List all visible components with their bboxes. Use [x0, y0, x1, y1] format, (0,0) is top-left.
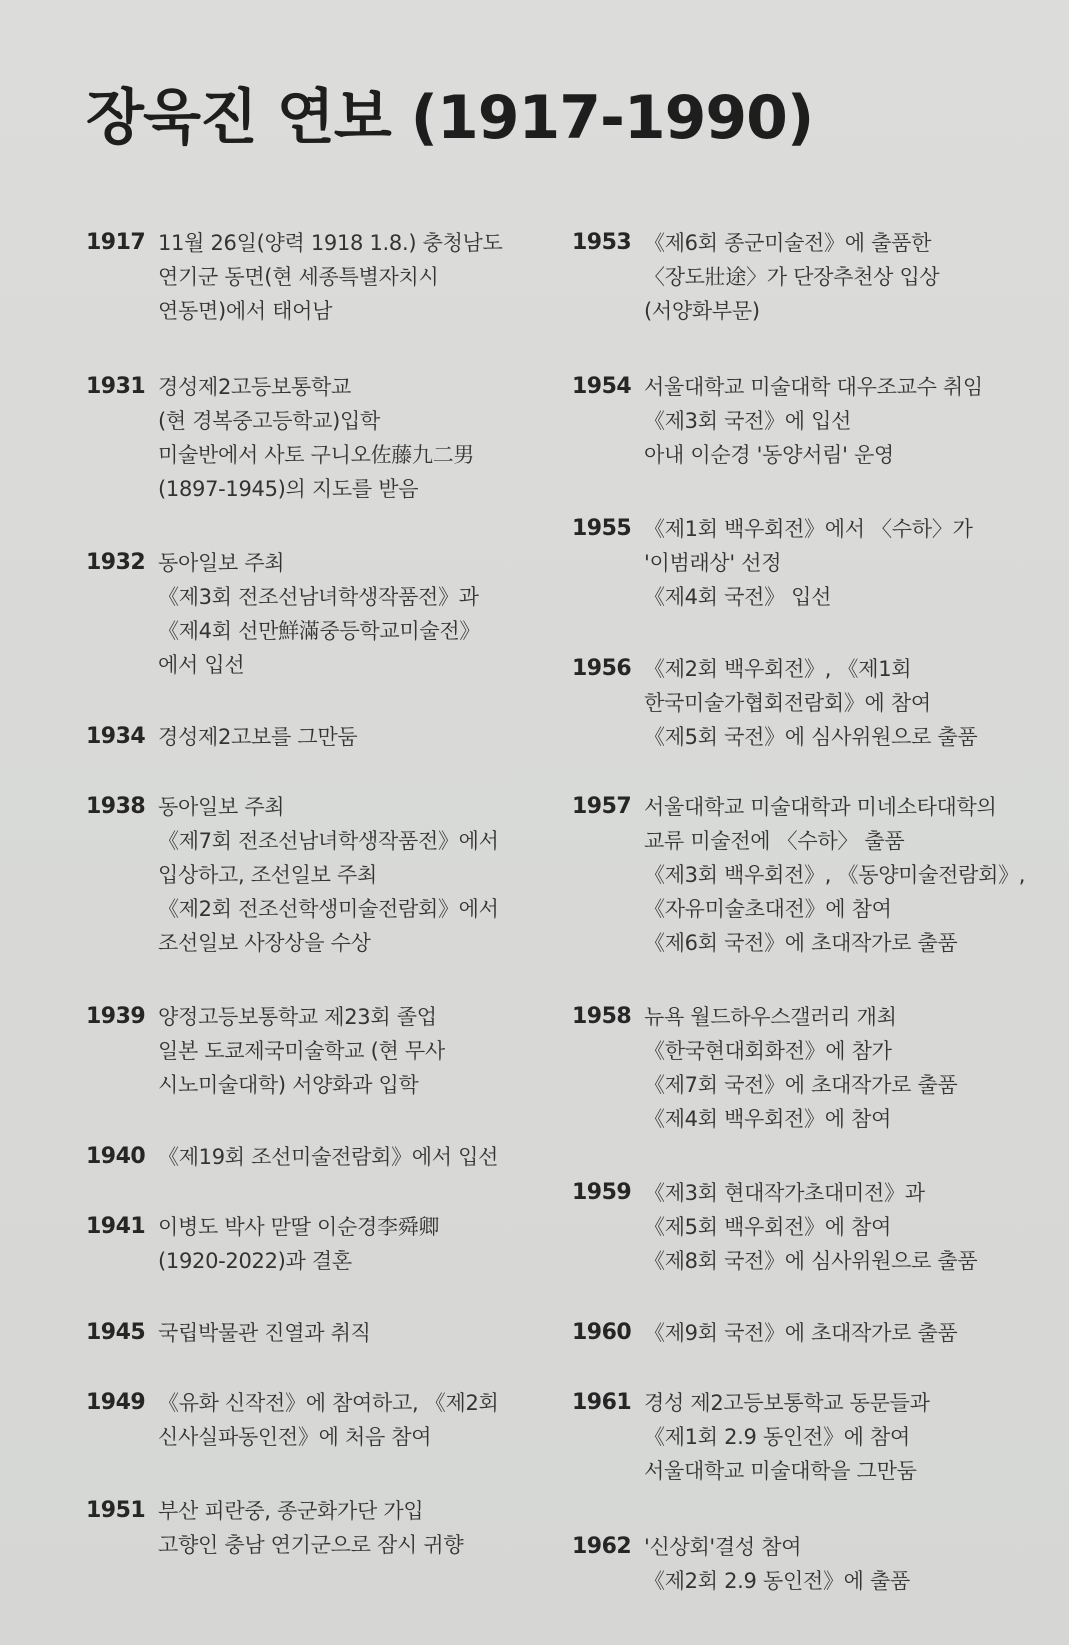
entry-line: 《제8회 국전》에 심사위원으로 출품	[644, 1249, 978, 1273]
entry-line: 조선일보 사장상을 수상	[158, 931, 371, 955]
entry-line: 경성 제2고등보통학교 동문들과	[644, 1391, 930, 1415]
entry-line: (현 경복중고등학교)입학	[158, 409, 381, 433]
entry-text	[158, 720, 357, 754]
entry-year: 1953	[572, 230, 632, 255]
entry-line: 경성제2고보를 그만둠	[158, 725, 358, 749]
entry-line: 연동면)에서 태어남	[158, 299, 333, 323]
entry-year: 1954	[572, 374, 632, 399]
entry-year: 1932	[86, 550, 146, 575]
entry-line: 서울대학교 미술대학과 미네소타대학의	[644, 795, 997, 819]
entry-line: 입상하고, 조선일보 주최	[158, 863, 377, 887]
entry-text	[644, 1316, 957, 1350]
entry-line: 《제6회 종군미술전》에 출품한	[644, 231, 932, 255]
entry-line: 《제2회 전조선학생미술전람회》에서	[158, 897, 499, 921]
entry-text	[158, 1140, 498, 1174]
entry-line: 동아일보 주최	[158, 795, 285, 819]
entry-text	[644, 1000, 957, 1136]
entry-text	[158, 1210, 439, 1278]
entry-line: 《제2회 백우회전》, 《제1회	[644, 657, 912, 681]
entry-text	[158, 1316, 371, 1350]
entry-line: 《제7회 국전》에 초대작가로 출품	[644, 1073, 958, 1097]
page-title: 장욱진 연보 (1917-1990)	[86, 83, 814, 153]
entry-line: 《한국현대회화전》에 참가	[644, 1039, 892, 1063]
entry-line: 서울대학교 미술대학을 그만둠	[644, 1459, 917, 1483]
entry-line: 《제6회 국전》에 초대작가로 출품	[644, 931, 958, 955]
entry-line: 부산 피란중, 종군화가단 가입	[158, 1499, 424, 1523]
entry-year: 1939	[86, 1004, 146, 1029]
entry-line: 일본 도쿄제국미술학교 (현 무사	[158, 1039, 445, 1063]
entry-year: 1962	[572, 1534, 632, 1559]
entry-text	[158, 1494, 463, 1562]
entry-line: 《제7회 전조선남녀학생작품전》에서	[158, 829, 499, 853]
entry-year: 1931	[86, 374, 146, 399]
entry-line: 《제9회 국전》에 초대작가로 출품	[644, 1321, 958, 1345]
entry-line: 뉴욕 월드하우스갤러리 개최	[644, 1005, 897, 1029]
timeline-entry	[86, 790, 499, 960]
entry-line: '이범래상' 선정	[644, 551, 782, 575]
entry-year: 1945	[86, 1320, 146, 1345]
entry-year: 1938	[86, 794, 146, 819]
entry-text	[644, 370, 983, 472]
timeline-entry	[572, 1316, 957, 1350]
entry-text	[158, 370, 474, 506]
timeline-entry	[572, 512, 972, 614]
entry-text	[158, 1386, 499, 1454]
entry-line: 《제5회 백우회전》에 참여	[644, 1215, 892, 1239]
entry-line: 《제5회 국전》에 심사위원으로 출품	[644, 725, 978, 749]
entry-line: 《제4회 선만鮮滿중등학교미술전》	[158, 619, 481, 643]
entry-line: 시노미술대학) 서양화과 입학	[158, 1073, 419, 1097]
entry-line: 《자유미술초대전》에 참여	[644, 897, 892, 921]
entry-line: 《제2회 2.9 동인전》에 출품	[644, 1569, 910, 1593]
entry-year: 1956	[572, 656, 632, 681]
timeline-entry	[572, 226, 939, 328]
entry-line: 《제4회 국전》 입선	[644, 585, 832, 609]
timeline-entry	[86, 720, 357, 754]
timeline-entry	[572, 1530, 910, 1598]
timeline-entry	[86, 1494, 463, 1562]
entry-line: 교류 미술전에 〈수하〉 출품	[644, 829, 905, 853]
entry-line: 《제3회 백우회전》, 《동양미술전람회》,	[644, 863, 1026, 887]
timeline-entry	[86, 1210, 439, 1278]
entry-line: 한국미술가협회전람회》에 참여	[644, 691, 931, 715]
entry-year: 1958	[572, 1004, 632, 1029]
entry-year: 1941	[86, 1214, 146, 1239]
entry-year: 1961	[572, 1390, 632, 1415]
timeline-entry	[572, 790, 1025, 960]
entry-line: 〈장도壯途〉가 단장추천상 입상	[644, 265, 940, 289]
entry-line: 동아일보 주최	[158, 551, 285, 575]
entry-line: 《유화 신작전》에 참여하고, 《제2회	[158, 1391, 499, 1415]
timeline-entry	[86, 1386, 499, 1454]
entry-text	[644, 790, 1025, 960]
entry-line: 에서 입선	[158, 653, 245, 677]
entry-line: '신상회'결성 참여	[644, 1535, 802, 1559]
entry-line: 서울대학교 미술대학 대우조교수 취임	[644, 375, 983, 399]
timeline-entry	[572, 370, 983, 472]
timeline-entry	[86, 1140, 498, 1174]
entry-line: 고향인 충남 연기군으로 잠시 귀향	[158, 1533, 464, 1557]
entry-year: 1960	[572, 1320, 632, 1345]
entry-text	[644, 1386, 930, 1488]
timeline-entry	[572, 652, 977, 754]
entry-line: 《제3회 현대작가초대미전》과	[644, 1181, 925, 1205]
timeline-entry	[86, 370, 474, 506]
entry-line: 《제1회 2.9 동인전》에 참여	[644, 1425, 910, 1449]
entry-text	[158, 226, 503, 328]
entry-line: 양정고등보통학교 제23회 졸업	[158, 1005, 437, 1029]
entry-year: 1949	[86, 1390, 146, 1415]
timeline-entry	[86, 1000, 445, 1102]
entry-line: 11월 26일(양력 1918 1.8.) 충청남도	[158, 231, 503, 255]
entry-year: 1955	[572, 516, 632, 541]
timeline-entry	[86, 226, 503, 328]
entry-line: 미술반에서 사토 구니오佐藤九二男	[158, 443, 475, 467]
entry-year: 1959	[572, 1180, 632, 1205]
entry-text	[158, 790, 499, 960]
entry-text	[644, 512, 972, 614]
entry-line: (1920-2022)과 결혼	[158, 1249, 352, 1273]
entry-text	[644, 1530, 910, 1598]
timeline-entry	[86, 1316, 371, 1350]
entry-text	[644, 652, 977, 754]
entry-year: 1940	[86, 1144, 146, 1169]
entry-line: 아내 이순경 '동양서림' 운영	[644, 443, 894, 467]
entry-text	[644, 226, 939, 328]
entry-line: 《제1회 백우회전》에서 〈수하〉가	[644, 517, 973, 541]
timeline-entry	[572, 1176, 977, 1278]
entry-line: 《제19회 조선미술전람회》에서 입선	[158, 1145, 499, 1169]
entry-line: 이병도 박사 맏딸 이순경李舜卿	[158, 1215, 440, 1239]
entry-line: (1897-1945)의 지도를 받음	[158, 477, 419, 501]
timeline-entry	[572, 1386, 930, 1488]
entry-year: 1917	[86, 230, 146, 255]
entry-line: 《제4회 백우회전》에 참여	[644, 1107, 892, 1131]
entry-line: 《제3회 전조선남녀학생작품전》과	[158, 585, 479, 609]
entry-year: 1934	[86, 724, 146, 749]
entry-line: (서양화부문)	[644, 299, 760, 323]
entry-year: 1951	[86, 1498, 146, 1523]
entry-line: 신사실파동인전》에 처음 참여	[158, 1425, 432, 1449]
entry-line: 《제3회 국전》에 입선	[644, 409, 852, 433]
entry-text	[158, 546, 480, 682]
entry-line: 연기군 동면(현 세종특별자치시	[158, 265, 439, 289]
entry-text	[158, 1000, 445, 1102]
timeline-entry	[86, 546, 480, 682]
timeline-entry	[572, 1000, 957, 1136]
entry-line: 경성제2고등보통학교	[158, 375, 351, 399]
entry-line: 국립박물관 진열과 취직	[158, 1321, 371, 1345]
entry-year: 1957	[572, 794, 632, 819]
entry-text	[644, 1176, 977, 1278]
